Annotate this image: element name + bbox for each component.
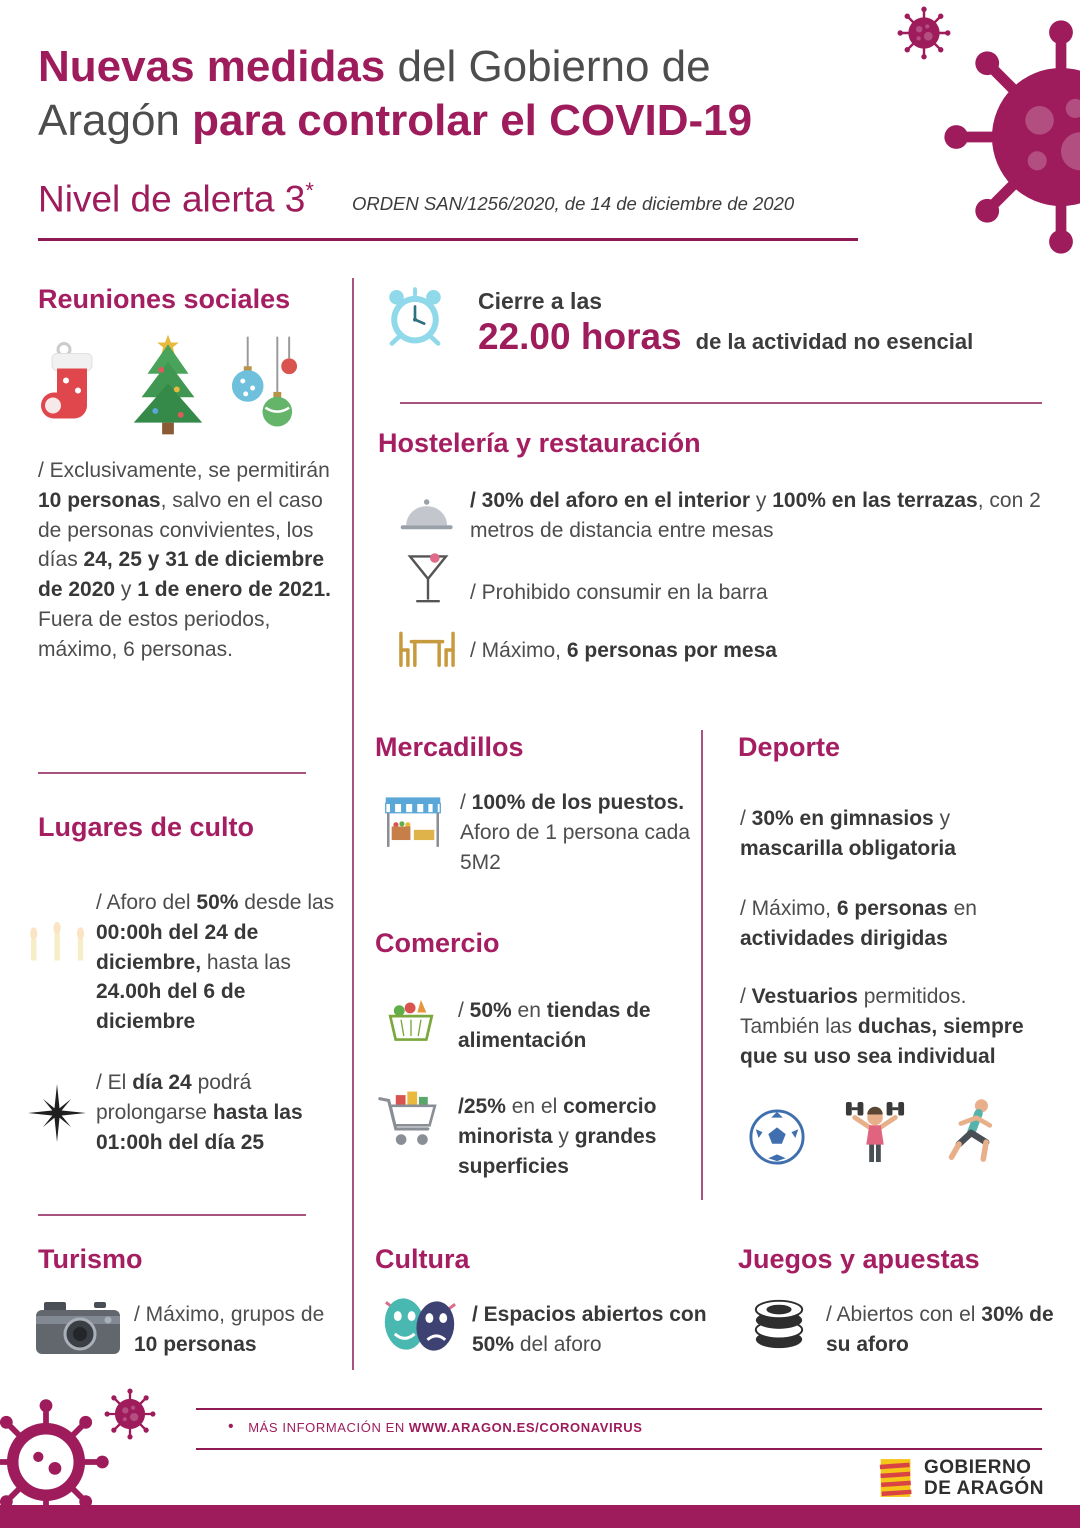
soccer-ball-icon bbox=[748, 1108, 806, 1166]
section-title-lugares-de-culto: Lugares de culto bbox=[38, 812, 255, 842]
alert-level bbox=[38, 178, 314, 220]
shopping-cart-icon bbox=[378, 1088, 442, 1152]
bottom-accent-bar bbox=[0, 1505, 1080, 1528]
aragon-flag-icon bbox=[878, 1456, 914, 1500]
reuniones-body-text: / Exclusivamente, se permitirán 10 personas, salvo en el caso de personas convivientes, los días 24, 25 y 31 de diciembre de 2020 y 1 de enero de 2021. Fuera de estos periodos, máximo, 6 personas. bbox=[38, 459, 332, 661]
reuniones-icons-row bbox=[40, 332, 300, 436]
juegos-text: / Abiertos con el 30% de su aforo bbox=[826, 1303, 1054, 1356]
title-highlight-2: para controlar el COVID-19 bbox=[192, 95, 753, 145]
hosteleria-item-3-text: / Máximo, 6 personas por mesa bbox=[470, 639, 777, 662]
alert-row bbox=[38, 178, 794, 220]
footer-info-prefix: MÁS INFORMACIÓN EN bbox=[248, 1419, 405, 1435]
section-title-reuniones-sociales: Reuniones sociales bbox=[38, 284, 291, 314]
footer-divider-bottom bbox=[196, 1448, 1042, 1450]
logo-line-2: DE ARAGÓN bbox=[924, 1478, 1044, 1499]
column-divider-left bbox=[352, 278, 354, 1370]
footer-info-url[interactable]: WWW.ARAGON.ES/CORONAVIRUS bbox=[408, 1419, 643, 1435]
serving-dish-icon bbox=[398, 492, 456, 540]
market-stall-icon bbox=[383, 794, 443, 852]
section-divider-2 bbox=[38, 1214, 306, 1216]
deporte-item-3-text: / Vestuarios permitidos. También las duchas, siempre que su uso sea individual bbox=[740, 985, 1024, 1068]
order-reference: ORDEN SAN/1256/2020, de 14 de diciembre de 2020 bbox=[351, 193, 795, 215]
table-and-chairs-icon bbox=[394, 628, 460, 672]
hosteleria-item-2-text: / Prohibido consumir en la barra bbox=[470, 581, 768, 604]
star-sparkle-icon bbox=[28, 1084, 86, 1142]
deporte-item-1-text: / 30% en gimnasios y mascarilla obligatoria bbox=[740, 807, 956, 860]
virus-icon-small-bottom bbox=[104, 1388, 156, 1440]
section-divider-1 bbox=[38, 772, 306, 774]
section-title-turismo: Turismo bbox=[38, 1244, 143, 1274]
gobierno-aragon-logo bbox=[878, 1456, 1044, 1500]
candles-icon bbox=[22, 922, 94, 964]
alarm-clock-icon bbox=[382, 282, 448, 352]
closure-scope: de la actividad no esencial bbox=[695, 329, 974, 354]
closure-line bbox=[478, 316, 973, 358]
christmas-stocking-icon bbox=[40, 340, 110, 436]
footer-bullet: • bbox=[228, 1418, 235, 1435]
deporte-icons-row bbox=[748, 1096, 1002, 1166]
section-title-hosteleria: Hostelería y restauración bbox=[378, 428, 701, 458]
header-divider bbox=[38, 238, 858, 241]
title-highlight-1: Nuevas medidas bbox=[38, 42, 386, 91]
mercadillos-text: / 100% de los puestos. Aforo de 1 persona cada 5M2 bbox=[460, 791, 690, 874]
closure-intro: Cierre a las bbox=[478, 288, 603, 314]
running-icon bbox=[944, 1096, 1002, 1166]
deporte-item-2-text: / Máximo, 6 personas en actividades dirigidas bbox=[740, 897, 977, 950]
camera-icon bbox=[34, 1296, 122, 1358]
virus-icon-large-top bbox=[942, 18, 1080, 256]
lugares-item-1-text: / Aforo del 50% desde las 00:00h del 24 de diciembre, hasta las 24.00h del 6 de diciembre bbox=[96, 891, 335, 1034]
title-plain-2: Aragón bbox=[38, 95, 193, 145]
alert-level-text: Nivel de alerta 3 bbox=[38, 178, 306, 220]
theater-masks-icon bbox=[378, 1294, 462, 1356]
section-title-cultura: Cultura bbox=[375, 1244, 470, 1274]
logo-text bbox=[924, 1457, 1044, 1500]
cultura-text: / Espacios abiertos con 50% del aforo bbox=[472, 1303, 707, 1356]
page-title bbox=[38, 40, 888, 147]
logo-line-1: GOBIERNO bbox=[924, 1456, 1032, 1478]
section-title-juegos: Juegos y apuestas bbox=[738, 1244, 980, 1274]
turismo-text: / Máximo, grupos de 10 personas bbox=[134, 1303, 325, 1356]
closure-divider bbox=[400, 402, 1042, 404]
section-title-deporte: Deporte bbox=[738, 732, 841, 762]
section-title-mercadillos: Mercadillos bbox=[375, 732, 524, 762]
christmas-ornaments-icon bbox=[226, 336, 300, 436]
poker-chips-icon bbox=[748, 1296, 810, 1352]
title-plain-1: del Gobierno de bbox=[385, 42, 711, 91]
comercio-item-1-text: / 50% en tiendas de alimentación bbox=[458, 999, 651, 1052]
weightlifting-icon bbox=[844, 1096, 906, 1166]
section-title-comercio: Comercio bbox=[375, 928, 500, 958]
comercio-item-2-text: /25% en el comercio minorista y grandes superficies bbox=[458, 1095, 657, 1178]
grocery-basket-icon bbox=[383, 988, 439, 1046]
cocktail-icon bbox=[406, 548, 450, 612]
alert-footnote-mark: * bbox=[305, 178, 314, 203]
closure-time: 22.00 horas bbox=[478, 316, 682, 357]
hosteleria-item-1-text: / 30% del aforo en el interior y 100% en las terrazas, con 2 metros de distancia entre mesas bbox=[470, 489, 1041, 542]
christmas-tree-icon bbox=[124, 332, 212, 436]
lugares-item-2-text: / El día 24 podrá prolongarse hasta las 01:00h del día 25 bbox=[96, 1071, 303, 1154]
footer-divider-top bbox=[196, 1408, 1042, 1410]
footer-info bbox=[228, 1418, 643, 1436]
